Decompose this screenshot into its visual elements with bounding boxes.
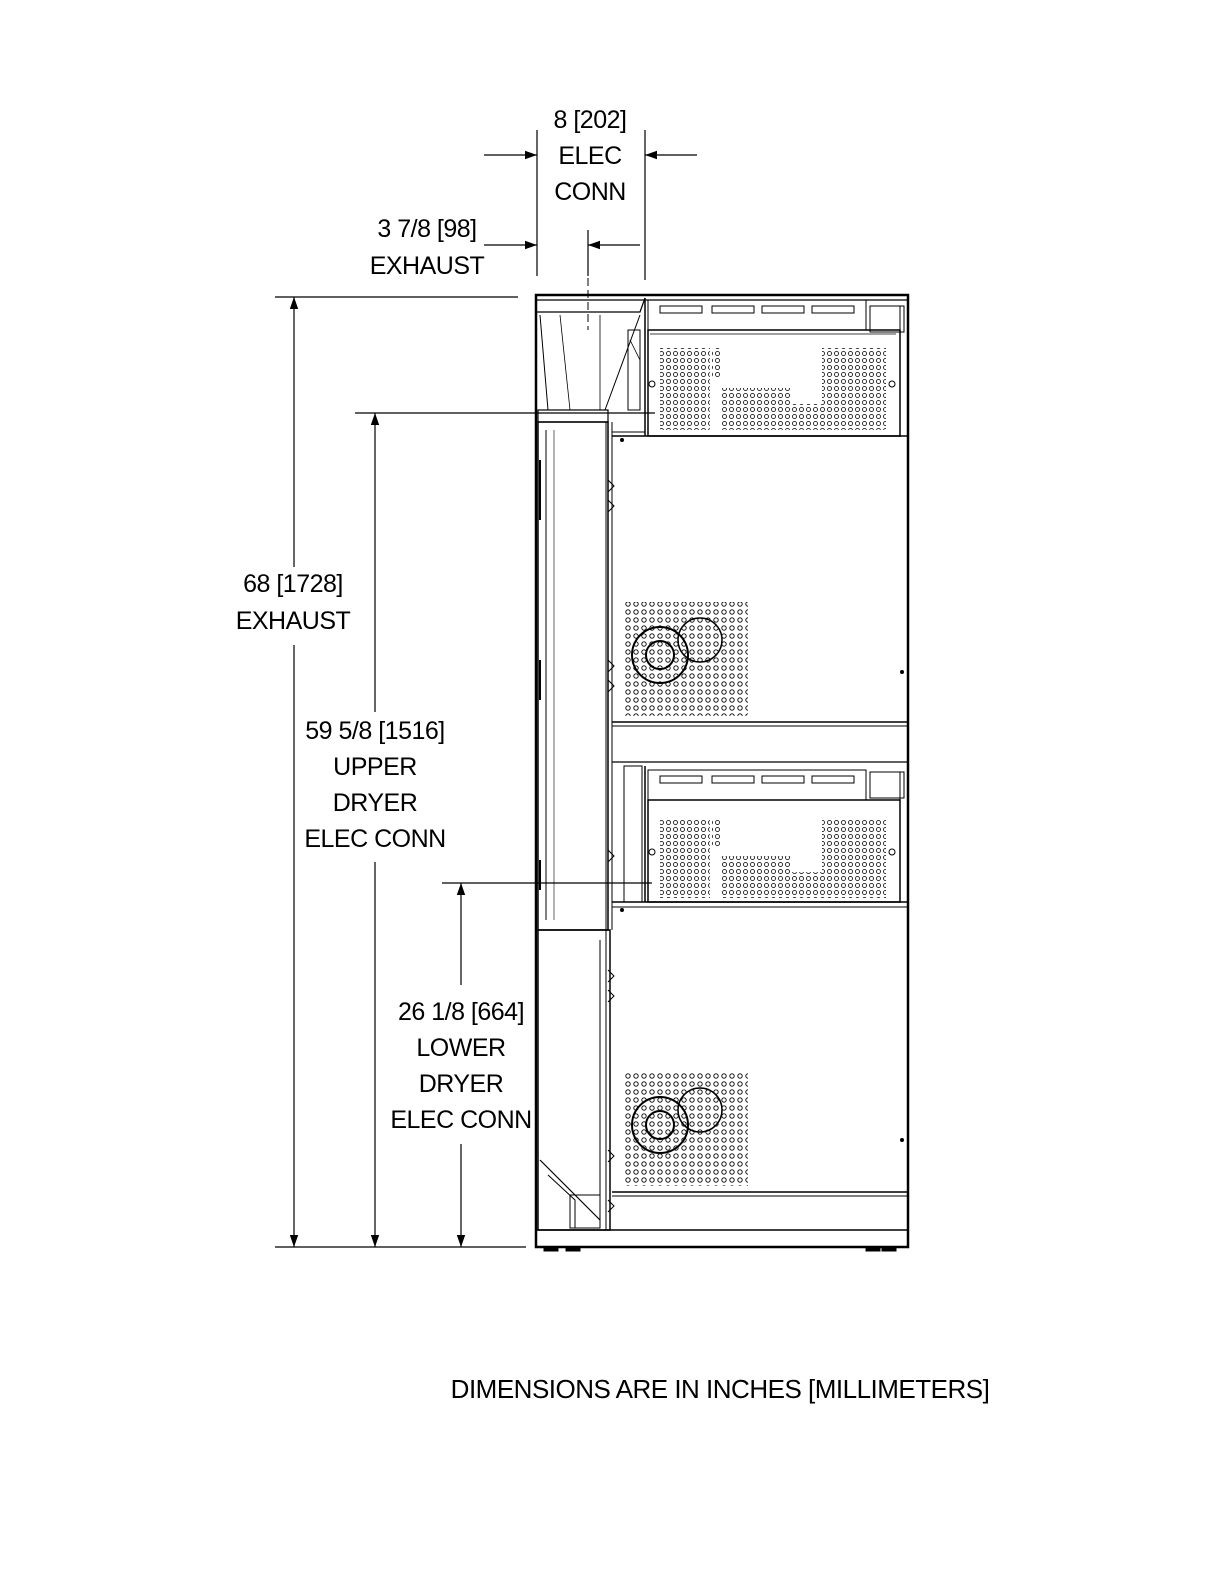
dim-lower-elec-label3: ELEC CONN: [390, 1106, 532, 1134]
upper-vent-grill: [624, 602, 748, 716]
dim-exhaust-height: [236, 570, 351, 635]
dim-lower-elec-label1: LOWER: [416, 1034, 506, 1062]
dim-exhaust-height-value: 68 [1728]: [243, 570, 343, 598]
dim-exhaust-height-label: EXHAUST: [235, 607, 351, 635]
dim-elec-conn-label2: CONN: [554, 178, 626, 206]
dim-lower-elec-conn: [390, 998, 531, 1134]
dim-elec-conn-label1: ELEC: [558, 142, 622, 170]
dim-exhaust-offset-value: 3 7/8 [98]: [377, 215, 477, 243]
dim-upper-elec-label2: DRYER: [332, 789, 418, 817]
dim-upper-elec-label3: ELEC CONN: [304, 825, 446, 853]
dim-upper-elec-conn: [304, 717, 445, 853]
lower-vent-grill: [624, 1072, 748, 1186]
dim-exhaust-offset-label: EXHAUST: [369, 252, 485, 280]
dim-elec-conn-value: 8 [202]: [553, 106, 627, 134]
dim-upper-elec-value: 59 5/8 [1516]: [305, 717, 445, 745]
lower-control-panel-perforations: [649, 818, 895, 898]
dim-exhaust-offset: [370, 215, 485, 280]
dim-lower-elec-label2: DRYER: [418, 1070, 504, 1098]
units-note: DIMENSIONS ARE IN INCHES [MILLIMETERS]: [450, 1374, 990, 1404]
dim-lower-elec-value: 26 1/8 [664]: [397, 998, 525, 1026]
upper-control-panel-perforations: [649, 348, 895, 430]
dim-elec-conn-width: [554, 106, 627, 206]
dim-upper-elec-label1: UPPER: [333, 753, 417, 781]
